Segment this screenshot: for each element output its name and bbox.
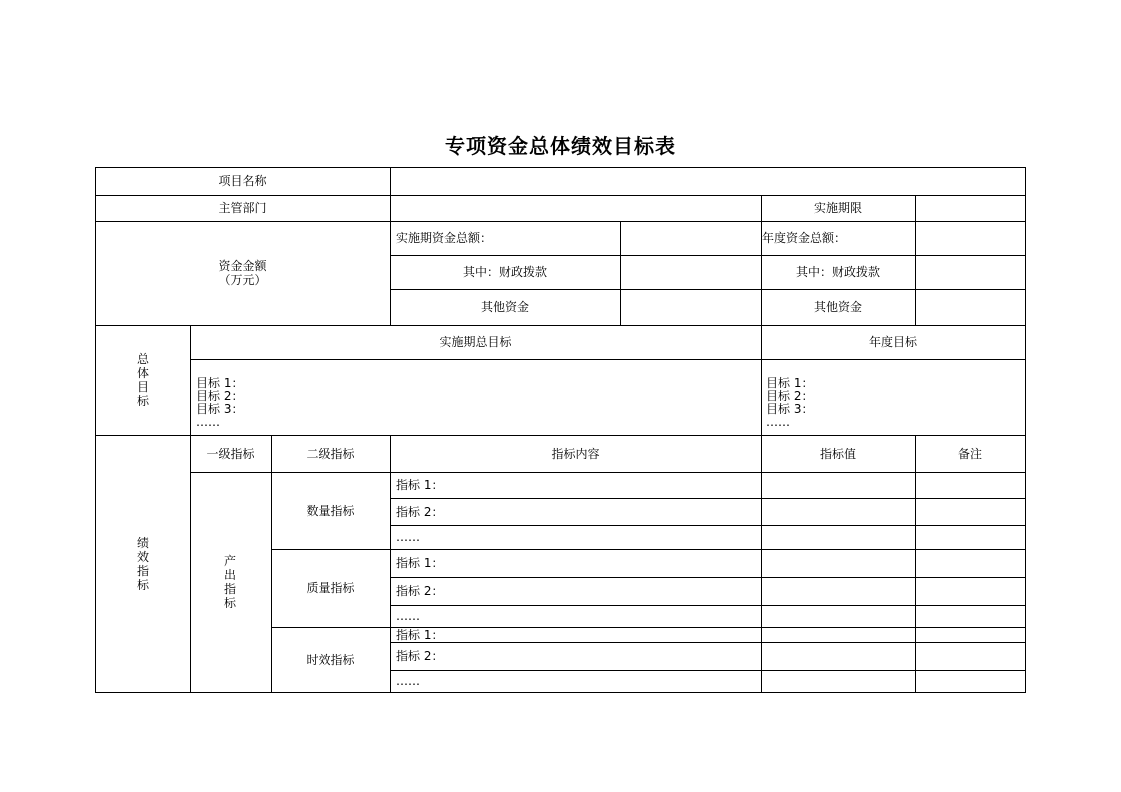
indicator-item[interactable]: 指标 2：	[396, 649, 444, 663]
goal-item: 目标 1：	[196, 376, 244, 390]
goal-item: 目标 2：	[196, 389, 244, 403]
indicator-item[interactable]: 指标 1：	[396, 627, 444, 642]
funds-label-line1: 资金金额	[218, 259, 267, 273]
col-line	[761, 435, 762, 693]
fiscal-alloc-annual-value[interactable]	[916, 256, 1025, 289]
annual-funds-label: 年度资金总额：	[762, 231, 847, 245]
col-level1-header: 一级指标	[206, 446, 255, 461]
goal-item: 目标 3：	[766, 402, 814, 416]
indicator-item[interactable]: 指标 1：	[396, 478, 444, 492]
total-period-funds-value[interactable]	[621, 222, 761, 255]
annual-goal-header: 年度目标	[868, 335, 917, 349]
period-goal-header: 实施期总目标	[439, 335, 512, 349]
performance-table	[95, 167, 1026, 693]
project-name-value[interactable]	[391, 168, 1025, 195]
funds-label-line2: （万元）	[218, 273, 267, 287]
goal-item: 目标 3：	[196, 402, 244, 416]
period-label: 实施期限	[813, 201, 862, 215]
group-name: 数量指标	[306, 503, 355, 518]
total-period-funds-label: 实施期资金总额：	[396, 231, 493, 245]
other-funds-annual-label: 其他资金	[813, 300, 862, 314]
goal-item: 目标 1：	[766, 376, 814, 390]
annual-goals-list[interactable]	[766, 377, 1016, 429]
annual-funds-value[interactable]	[916, 222, 1025, 255]
funds-label	[95, 221, 390, 325]
other-funds-annual-value[interactable]	[916, 290, 1025, 325]
col-line	[915, 435, 916, 693]
period-goals-list[interactable]	[196, 377, 756, 429]
other-funds-value[interactable]	[621, 290, 761, 325]
goal-item: ……	[766, 415, 790, 429]
group-name: 质量指标	[306, 581, 355, 595]
period-value[interactable]	[916, 196, 1025, 221]
col-content-header: 指标内容	[551, 446, 600, 461]
group-name: 时效指标	[306, 652, 355, 667]
col-level2-header: 二级指标	[306, 446, 355, 461]
indicator-item[interactable]: ……	[396, 530, 420, 544]
col-note-header: 备注	[957, 446, 982, 461]
fiscal-alloc-value[interactable]	[621, 256, 761, 289]
perf-label: 绩效指标	[136, 536, 149, 592]
goal-item: 目标 2：	[766, 389, 814, 403]
col-line	[190, 325, 191, 693]
goal-item: ……	[196, 415, 220, 429]
indicator-item[interactable]: ……	[396, 674, 420, 688]
row-line	[190, 359, 1026, 360]
indicator-item[interactable]: 指标 2：	[396, 504, 444, 519]
fiscal-alloc-label: 其中：财政拨款	[462, 265, 547, 279]
dept-value[interactable]	[391, 196, 761, 221]
dept-label: 主管部门	[218, 201, 267, 215]
output-label: 产出指标	[223, 554, 236, 610]
col-line	[1025, 167, 1026, 693]
indicator-item[interactable]: 指标 2：	[396, 584, 444, 598]
project-name-label: 项目名称	[218, 174, 267, 188]
page-title: 专项资金总体绩效目标表	[445, 134, 676, 158]
col-value-header: 指标值	[819, 446, 856, 461]
col-line	[390, 435, 391, 693]
row-line	[95, 692, 1026, 693]
fiscal-alloc-annual-label: 其中：财政拨款	[795, 265, 880, 279]
overall-goal-label: 总体目标	[136, 352, 149, 408]
other-funds-label: 其他资金	[480, 300, 529, 314]
indicator-item[interactable]: ……	[396, 609, 420, 623]
indicator-item[interactable]: 指标 1：	[396, 556, 444, 570]
